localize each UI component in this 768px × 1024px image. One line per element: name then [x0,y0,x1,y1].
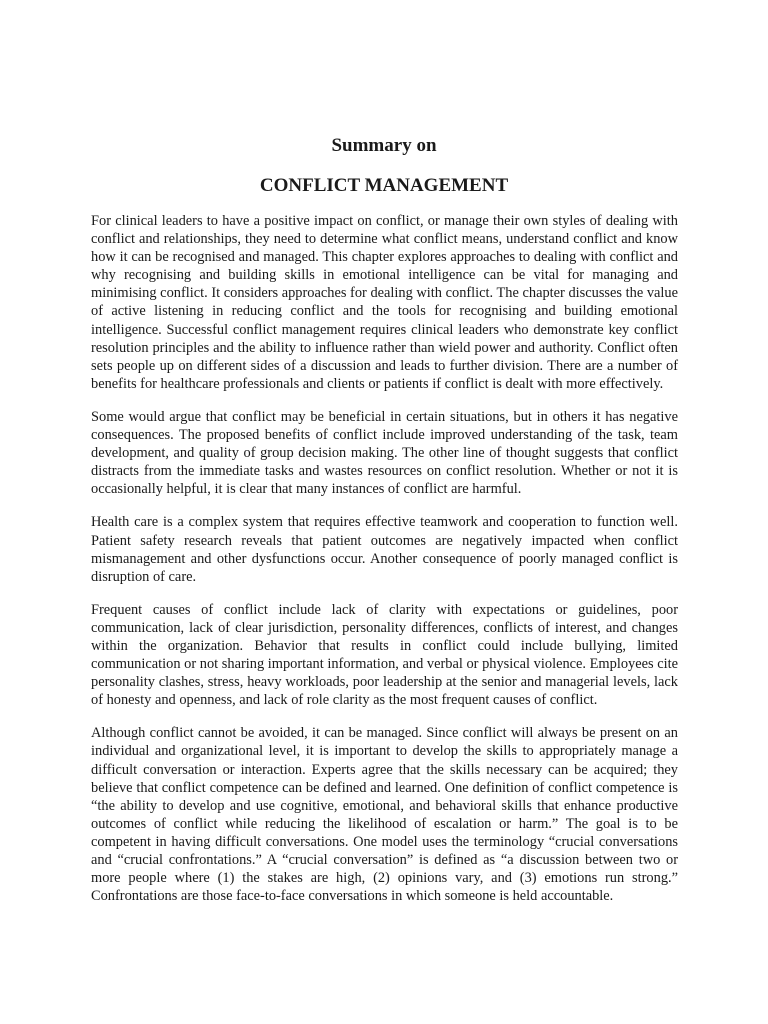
paragraph-3: Health care is a complex system that requires effective teamwork and cooperation to function well. Patient safety research reveals that patient outcomes are negatively impacted when conflict mismanagement and other dysfunctions occur. Another consequence of poorly managed conflict is disruption of care. [91,514,678,585]
document-title-line-1: Summary on [331,135,437,156]
paragraph-1: For clinical leaders to have a positive impact on conflict, or manage their own styles of dealing with conflict and relationships, they need to determine what conflict means, understand conflict and know how it can be recognised and managed. This chapter explores approaches to dealing with conflict and why recognising and building skills in emotional intelligence can be vital for managing and minimising conflict. It considers approaches for dealing with conflict. The chapter discusses the value of active listening in reducing conflict and the tools for recognising and building emotional intelligence. Successful conflict management requires clinical leaders who demonstrate key conflict resolution principles and the ability to influence rather than wield power and authority. Conflict often sets people up on different sides of a discussion and leads to further division. There are a number of benefits for healthcare professionals and clients or patients if conflict is dealt with more effectively. [91,213,678,392]
document-title-line-2: CONFLICT MANAGEMENT [259,175,509,196]
document-body [91,212,678,920]
paragraph-2: Some would argue that conflict may be beneficial in certain situations, but in others it has negative consequences. The proposed benefits of conflict include improved understanding of the task, team development, and quality of group decision making. The other line of thought suggests that conflict distracts from the immediate tasks and wastes resources on conflict resolution. Whether or not it is occasionally helpful, it is clear that many instances of conflict are harmful. [91,408,678,498]
paragraph-5: Although conflict cannot be avoided, it can be managed. Since conflict will always be present on an individual and organizational level, it is important to develop the skills to appropriately manage a difficult conversation or interaction. Experts agree that the skills necessary can be acquired; they believe that conflict competence can be defined and learned. One definition of conflict competence is “the ability to develop and use cognitive, emotional, and behavioral skills that enhance productive outcomes of conflict while reducing the likelihood of escalation or harm.” The goal is to be competent in having difficult conversations. One model uses the terminology “crucial conversations and “crucial confrontations.” A “crucial conversation” is defined as “a discussion between two or more people where (1) the stakes are high, (2) opinions vary, and (3) emotions run strong.” Confrontations are those face-to-face conversations in which someone is held accountable. [91,725,678,905]
paragraph-4: Frequent causes of conflict include lack of clarity with expectations or guidelines, poor communication, lack of clear jurisdiction, personality differences, conflicts of interest, and changes within the organization. Behavior that results in conflict could include bullying, limited communication or not sharing important information, and verbal or physical violence. Employees cite personality clashes, stress, heavy workloads, poor leadership at the senior and managerial levels, lack of honesty and openness, and lack of role clarity as the most frequent causes of conflict. [91,601,678,709]
